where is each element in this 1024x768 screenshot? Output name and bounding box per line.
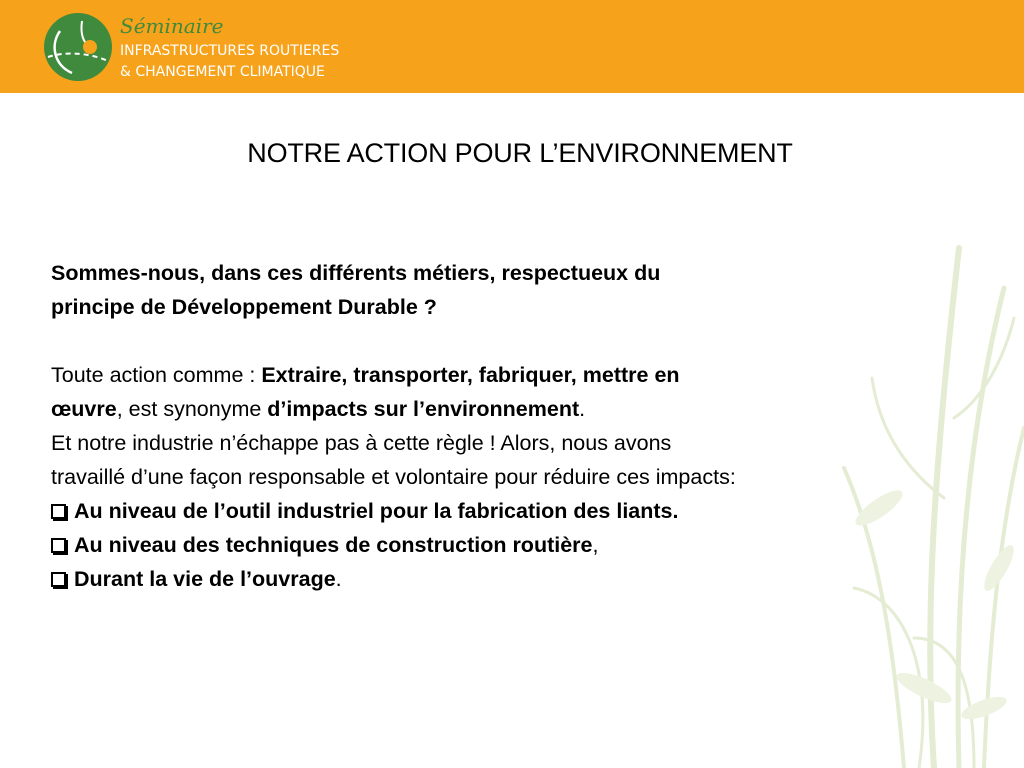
checkbox-square-icon (51, 504, 66, 519)
question-line-2: principe de Développement Durable ? (51, 295, 437, 319)
seminar-title-line-2: & CHANGEMENT CLIMATIQUE (120, 64, 325, 80)
question-line-1: Sommes-nous, dans ces différents métiers, respectueux du (51, 261, 661, 285)
seminar-label: Séminaire (120, 14, 224, 38)
action-verb-end: œuvre (51, 397, 117, 421)
bullet-text: Au niveau des techniques de construction routière (74, 533, 593, 557)
seminar-logo-icon (42, 11, 114, 83)
checkbox-square-icon (51, 572, 66, 587)
list-item (51, 494, 981, 528)
spacer (51, 324, 981, 358)
action-line-2 (51, 392, 981, 426)
list-item (51, 562, 981, 596)
checkbox-square-icon (51, 538, 66, 553)
slide-body (51, 256, 981, 596)
impact-phrase: d’impacts sur l’environnement (267, 397, 580, 421)
seminar-title-line-1: INFRASTRUCTURES ROUTIERES (120, 43, 340, 59)
action-middle: , est synonyme (116, 397, 268, 421)
action-line-1 (51, 358, 981, 392)
list-item (51, 528, 981, 562)
bullet-suffix: . (335, 567, 342, 591)
industry-line-2: travaillé d’une façon responsable et volontaire pour réduire ces impacts: (51, 465, 736, 489)
bullet-text: Au niveau de l’outil industriel pour la fabrication des liants. (74, 499, 679, 523)
action-end: . (579, 397, 586, 421)
action-intro: Toute action comme : (51, 363, 262, 387)
industry-line-1: Et notre industrie n’échappe pas à cette règle ! Alors, nous avons (51, 431, 672, 455)
header-band (0, 0, 1024, 93)
page-title: NOTRE ACTION POUR L’ENVIRONNEMENT (247, 138, 793, 168)
action-verbs: Extraire, transporter, fabriquer, mettre en (261, 363, 680, 387)
bullet-text: Durant la vie de l’ouvrage (74, 567, 336, 591)
bullet-suffix: , (592, 533, 599, 557)
